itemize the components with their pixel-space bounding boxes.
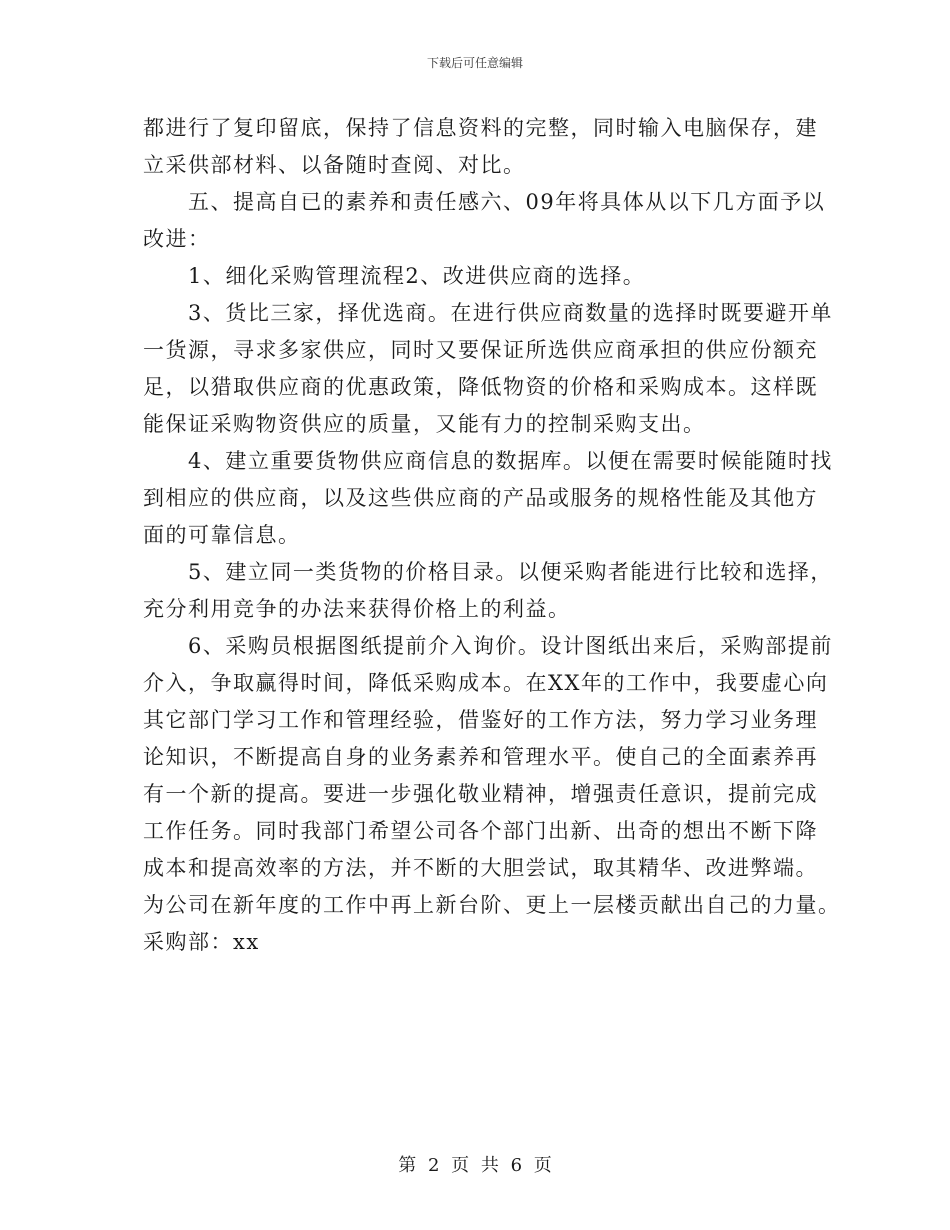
text-line: 介入，争取赢得时间，降低采购成本。在XX年的工作中，我要虚心向 <box>143 671 829 695</box>
text-line: 1、细化采购管理流程2、改进供应商的选择。 <box>188 264 646 288</box>
text-line: 3、货比三家，择优选商。在进行供应商数量的选择时既要避开单 <box>188 301 833 325</box>
text-line: 五、提高自已的素养和责任感六、09年将具体从以下几方面予以 <box>188 190 826 214</box>
text-line: 改进： <box>143 227 211 251</box>
text-line: 能保证采购物资供应的质量，又能有力的控制采购支出。 <box>143 412 706 436</box>
page-header: 下载后可任意编辑 <box>426 56 523 70</box>
text-line: 充分利用竞争的办法来获得价格上的利益。 <box>143 597 571 621</box>
text-line: 采购部：xx <box>143 930 260 954</box>
text-line: 论知识，不断提高自身的业务素养和管理水平。使自己的全面素养再 <box>143 745 818 769</box>
page-footer: 第 2 页 共 6 页 <box>398 1155 552 1176</box>
text-line: 成本和提高效率的方法，并不断的大胆尝试，取其精华、改进弊端。 <box>143 856 818 880</box>
text-line: 其它部门学习工作和管理经验，借鉴好的工作方法，努力学习业务理 <box>143 708 818 732</box>
text-line: 有一个新的提高。要进一步强化敬业精神，增强责任意识，提前完成 <box>143 782 818 806</box>
text-line: 立采供部材料、以备随时查阅、对比。 <box>143 153 526 177</box>
text-line: 面的可靠信息。 <box>143 523 301 547</box>
text-line: 都进行了复印留底，保持了信息资料的完整，同时输入电脑保存，建 <box>143 116 818 140</box>
text-line: 6、采购员根据图纸提前介入询价。设计图纸出来后，采购部提前 <box>188 634 833 658</box>
text-line: 5、建立同一类货物的价格目录。以便采购者能进行比较和选择， <box>188 560 833 584</box>
text-line: 到相应的供应商，以及这些供应商的产品或服务的规格性能及其他方 <box>143 486 818 510</box>
document-body <box>143 110 841 961</box>
text-line: 工作任务。同时我部门希望公司各个部门出新、出奇的想出不断下降 <box>143 819 818 843</box>
text-line: 为公司在新年度的工作中再上新台阶、更上一层楼贡献出自己的力量。 <box>143 893 841 917</box>
text-line: 4、建立重要货物供应商信息的数据库。以便在需要时候能随时找 <box>188 449 833 473</box>
text-line: 一货源，寻求多家供应，同时又要保证所选供应商承担的供应份额充 <box>143 338 818 362</box>
text-line: 足，以猎取供应商的优惠政策，降低物资的价格和采购成本。这样既 <box>143 375 818 399</box>
